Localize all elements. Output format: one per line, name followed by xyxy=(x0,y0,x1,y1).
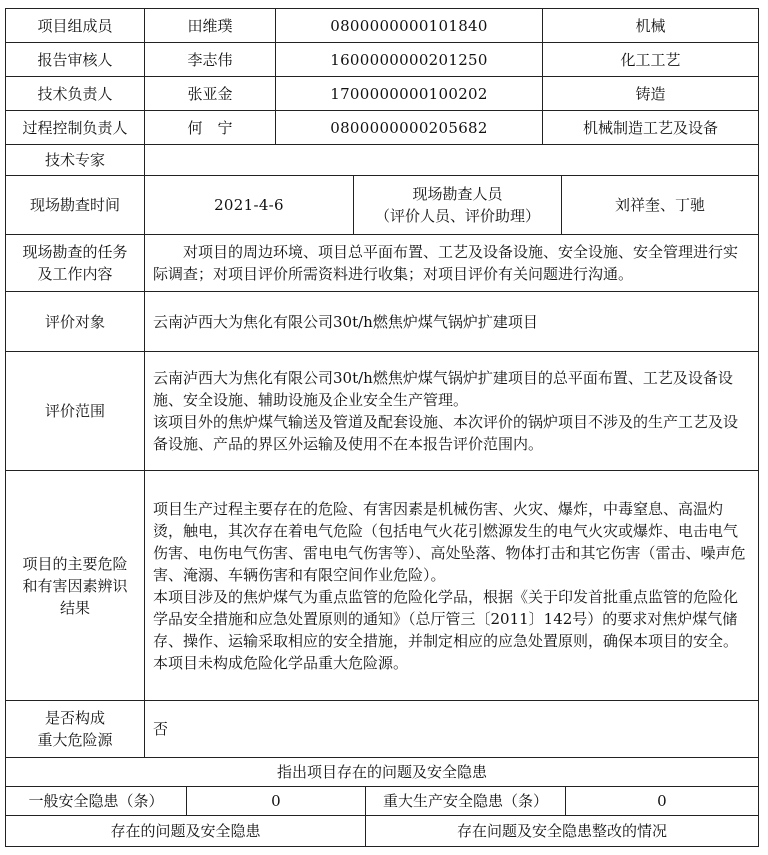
role-cell: 过程控制负责人 xyxy=(5,110,145,145)
object-row xyxy=(5,291,759,352)
expert-value xyxy=(144,144,759,176)
task-row xyxy=(5,234,759,292)
task-label-line1: 现场勘查的任务 xyxy=(22,243,128,261)
survey-staff-value: 刘祥奎、丁驰 xyxy=(561,175,759,235)
general-hazard-value: 0 xyxy=(186,786,366,816)
hazards-para-1: 项目生产过程主要存在的危险、有害因素是机械伤害、火灾、爆炸，中毒窒息、高温灼烫，触电，其次存在着电气危险（包括电气火花引燃源发生的电气火灾或爆炸、电击电气伤害、电伤电气伤害、雷电电气伤害等）、高处坠落、物体打击和其它伤害（雷击、噪声危害、淹溺、车辆伤害和有限空间作业危险）。 xyxy=(153,499,746,584)
scope-row xyxy=(5,351,759,471)
name-cell: 张亚金 xyxy=(144,76,276,111)
task-text: 对项目的周边环境、项目总平面布置、工艺及设备设施、安全设施、安全管理进行实际调查；对项目评价所需资料进行收集；对项目评价有关问题进行沟通。 xyxy=(153,243,739,283)
major-label xyxy=(5,700,145,758)
scope-para-2: 该项目外的焦炉煤气输送及管道及配套设施、本次评价的锅炉项目不涉及的生产工艺及设备设施、产品的界区外运输及使用不在本报告评价范围内。 xyxy=(153,413,739,453)
survey-time-label: 现场勘查时间 xyxy=(5,175,145,235)
survey-time-value: 2021-4-6 xyxy=(144,175,354,235)
specialty-cell: 机械制造工艺及设备 xyxy=(542,110,759,145)
team-row-3 xyxy=(5,76,759,111)
team-row-2 xyxy=(5,42,759,77)
survey-staff-label xyxy=(353,175,562,235)
expert-label: 技术专家 xyxy=(5,144,145,176)
specialty-cell: 铸造 xyxy=(542,76,759,111)
scope-para-1: 云南泸西大为焦化有限公司30t/h燃焦炉煤气锅炉扩建项目的总平面布置、工艺及设备设施、安全设施、辅助设施及企业安全生产管理。 xyxy=(153,369,733,409)
role-cell: 技术负责人 xyxy=(5,76,145,111)
name-cell: 田维璞 xyxy=(144,8,276,43)
major-label-line1: 是否构成 xyxy=(44,709,105,727)
object-text: 云南泸西大为焦化有限公司30t/h燃焦炉煤气锅炉扩建项目 xyxy=(144,291,759,352)
hazards-para-2: 本项目涉及的焦炉煤气为重点监管的危险化学品，根据《关于印发首批重点监管的危险化学品安全措施和应急处置原则的通知》（总厅管三〔2011〕142号）的要求对焦炉煤气储存、操作、运输采取相应的安全措施，并制定相应的应急处置原则，确保本项目的安全。 xyxy=(153,587,739,650)
hazards-label xyxy=(5,470,145,701)
cert-cell: 1600000000201250 xyxy=(275,42,543,77)
object-label: 评价对象 xyxy=(5,291,145,352)
general-hazard-label: 一般安全隐患（条） xyxy=(5,786,187,816)
issues-col-problems: 存在的问题及安全隐患 xyxy=(5,815,366,847)
survey-staff-label-line2: （评价人员、评价助理） xyxy=(374,207,540,225)
specialty-cell: 机械 xyxy=(542,8,759,43)
role-cell: 项目组成员 xyxy=(5,8,145,43)
team-row-1 xyxy=(5,8,759,43)
hazards-para-3: 本项目未构成危险化学品重大危险源。 xyxy=(153,653,409,672)
cert-cell: 0800000000205682 xyxy=(275,110,543,145)
name-cell: 李志伟 xyxy=(144,42,276,77)
issues-col-rectification: 存在问题及安全隐患整改的情况 xyxy=(365,815,759,847)
task-text-cell xyxy=(144,234,759,292)
major-label-line2: 重大危险源 xyxy=(37,731,113,749)
major-value: 否 xyxy=(144,700,759,758)
team-row-4 xyxy=(5,110,759,145)
issues-columns-row xyxy=(5,815,759,847)
major-hazard-label: 重大生产安全隐患（条） xyxy=(365,786,566,816)
hazards-label-line2: 和有害因素辨识 xyxy=(22,576,128,595)
issues-header-row xyxy=(5,757,759,787)
cert-cell: 0800000000101840 xyxy=(275,8,543,43)
survey-staff-label-line1: 现场勘查人员 xyxy=(412,185,503,203)
hazards-label-line3: 结果 xyxy=(59,598,90,617)
expert-row xyxy=(5,144,759,176)
specialty-cell: 化工工艺 xyxy=(542,42,759,77)
hazards-row xyxy=(5,470,759,701)
scope-text-cell xyxy=(144,351,759,471)
issues-header: 指出项目存在的问题及安全隐患 xyxy=(5,757,759,787)
cert-cell: 1700000000100202 xyxy=(275,76,543,111)
scope-label: 评价范围 xyxy=(5,351,145,471)
hazards-label-line1: 项目的主要危险 xyxy=(22,554,128,573)
role-cell: 报告审核人 xyxy=(5,42,145,77)
issues-count-row xyxy=(5,786,759,816)
task-label xyxy=(5,234,145,292)
survey-row xyxy=(5,175,759,235)
task-label-line2: 及工作内容 xyxy=(37,265,113,283)
major-hazard-value: 0 xyxy=(565,786,759,816)
major-row xyxy=(5,700,759,758)
hazards-text-cell xyxy=(144,470,759,701)
name-cell: 何 宁 xyxy=(144,110,276,145)
